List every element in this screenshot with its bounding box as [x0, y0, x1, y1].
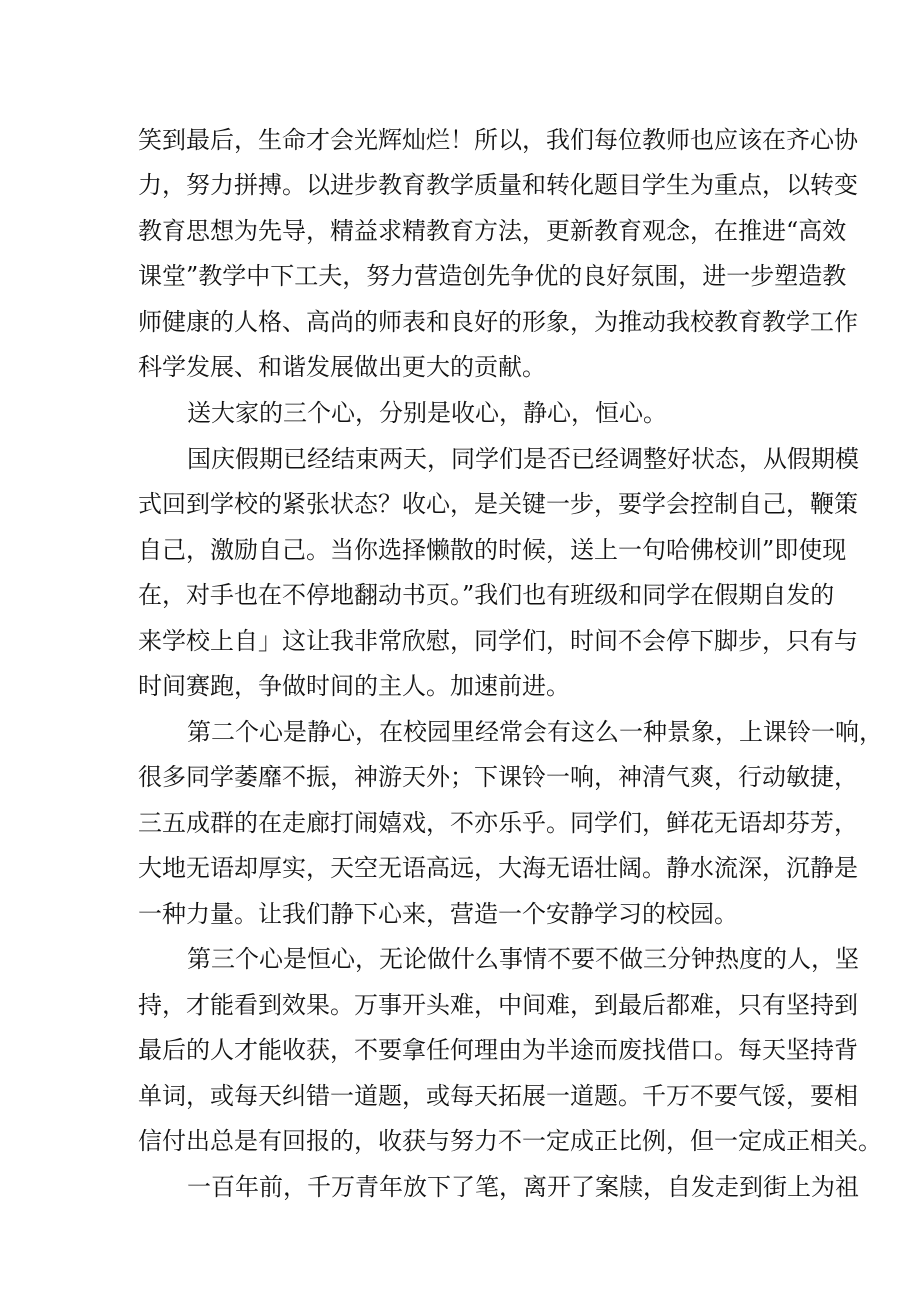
- paragraph-first-line: 一百年前，千万青年放下了笔，离开了案牍，自发走到街上为祖: [187, 1173, 859, 1201]
- paragraph-first-line: 第二个心是静心，在校园里经常会有这么一种景象，上课铃一响，: [187, 718, 883, 746]
- text-line: 师健康的人格、高尚的师表和良好的形象，为推动我校教育教学工作: [138, 308, 858, 336]
- text-line: 信付出总是有回报的，收获与努力不一定成正比例，但一定成正相关。: [138, 1127, 882, 1155]
- text-line: 来学校上自」这让我非常欣慰，同学们，时间不会停下脚步，只有与: [138, 627, 858, 655]
- text-line: 自己，激励自己。当你选择懒散的时候，送上一句哈佛校训”即使现: [138, 536, 847, 564]
- text-line: 笑到最后，生命才会光辉灿烂！所以，我们每位教师也应该在齐心协: [138, 126, 858, 154]
- text-line: 大地无语却厚实，天空无语高远，大海无语壮阔。静水流深，沉静是: [138, 854, 858, 882]
- text-line: 在，对手也在不停地翻动书页。”我们也有班级和同学在假期自发的: [138, 581, 835, 609]
- text-line: 力，努力拼搏。以进步教育教学质量和转化题目学生为重点，以转变: [138, 171, 858, 199]
- text-line: 科学发展、和谐发展做出更大的贡献。: [138, 353, 546, 381]
- text-line: 时间赛跑，争做时间的主人。加速前进。: [138, 672, 570, 700]
- text-line: 式回到学校的紧张状态？收心，是关键一步，要学会控制自己，鞭策: [138, 490, 858, 518]
- text-line: 很多同学萎靡不振，神游天外；下课铃一响，神清气爽，行动敏捷，: [138, 763, 858, 791]
- text-line: 最后的人才能收获，不要拿任何理由为半途而废找借口。每天坚持背: [138, 1036, 858, 1064]
- text-line: 持，才能看到效果。万事开头难，中间难，到最后都难，只有坚持到: [138, 991, 858, 1019]
- paragraph-first-line: 国庆假期已经结束两天，同学们是否已经调整好状态，从假期模: [187, 445, 859, 473]
- paragraph-first-line: 送大家的三个心，分别是收心，静心，恒心。: [187, 399, 667, 427]
- text-line: 课堂”教学中下工夫，努力营造创先争优的良好氛围，进一步塑造教: [138, 262, 847, 290]
- text-line: 三五成群的在走廊打闹嬉戏，不亦乐乎。同学们，鲜花无语却芬芳，: [138, 809, 858, 837]
- paragraph-first-line: 第三个心是恒心，无论做什么事情不要不做三分钟热度的人，坚: [187, 945, 859, 973]
- text-line: 一种力量。让我们静下心来，营造一个安静学习的校园。: [138, 900, 738, 928]
- text-line: 单词，或每天纠错一道题，或每天拓展一道题。千万不要气馁，要相: [138, 1082, 858, 1110]
- text-line: 教育思想为先导，精益求精教育方法，更新教育观念，在推进“高效: [138, 217, 847, 245]
